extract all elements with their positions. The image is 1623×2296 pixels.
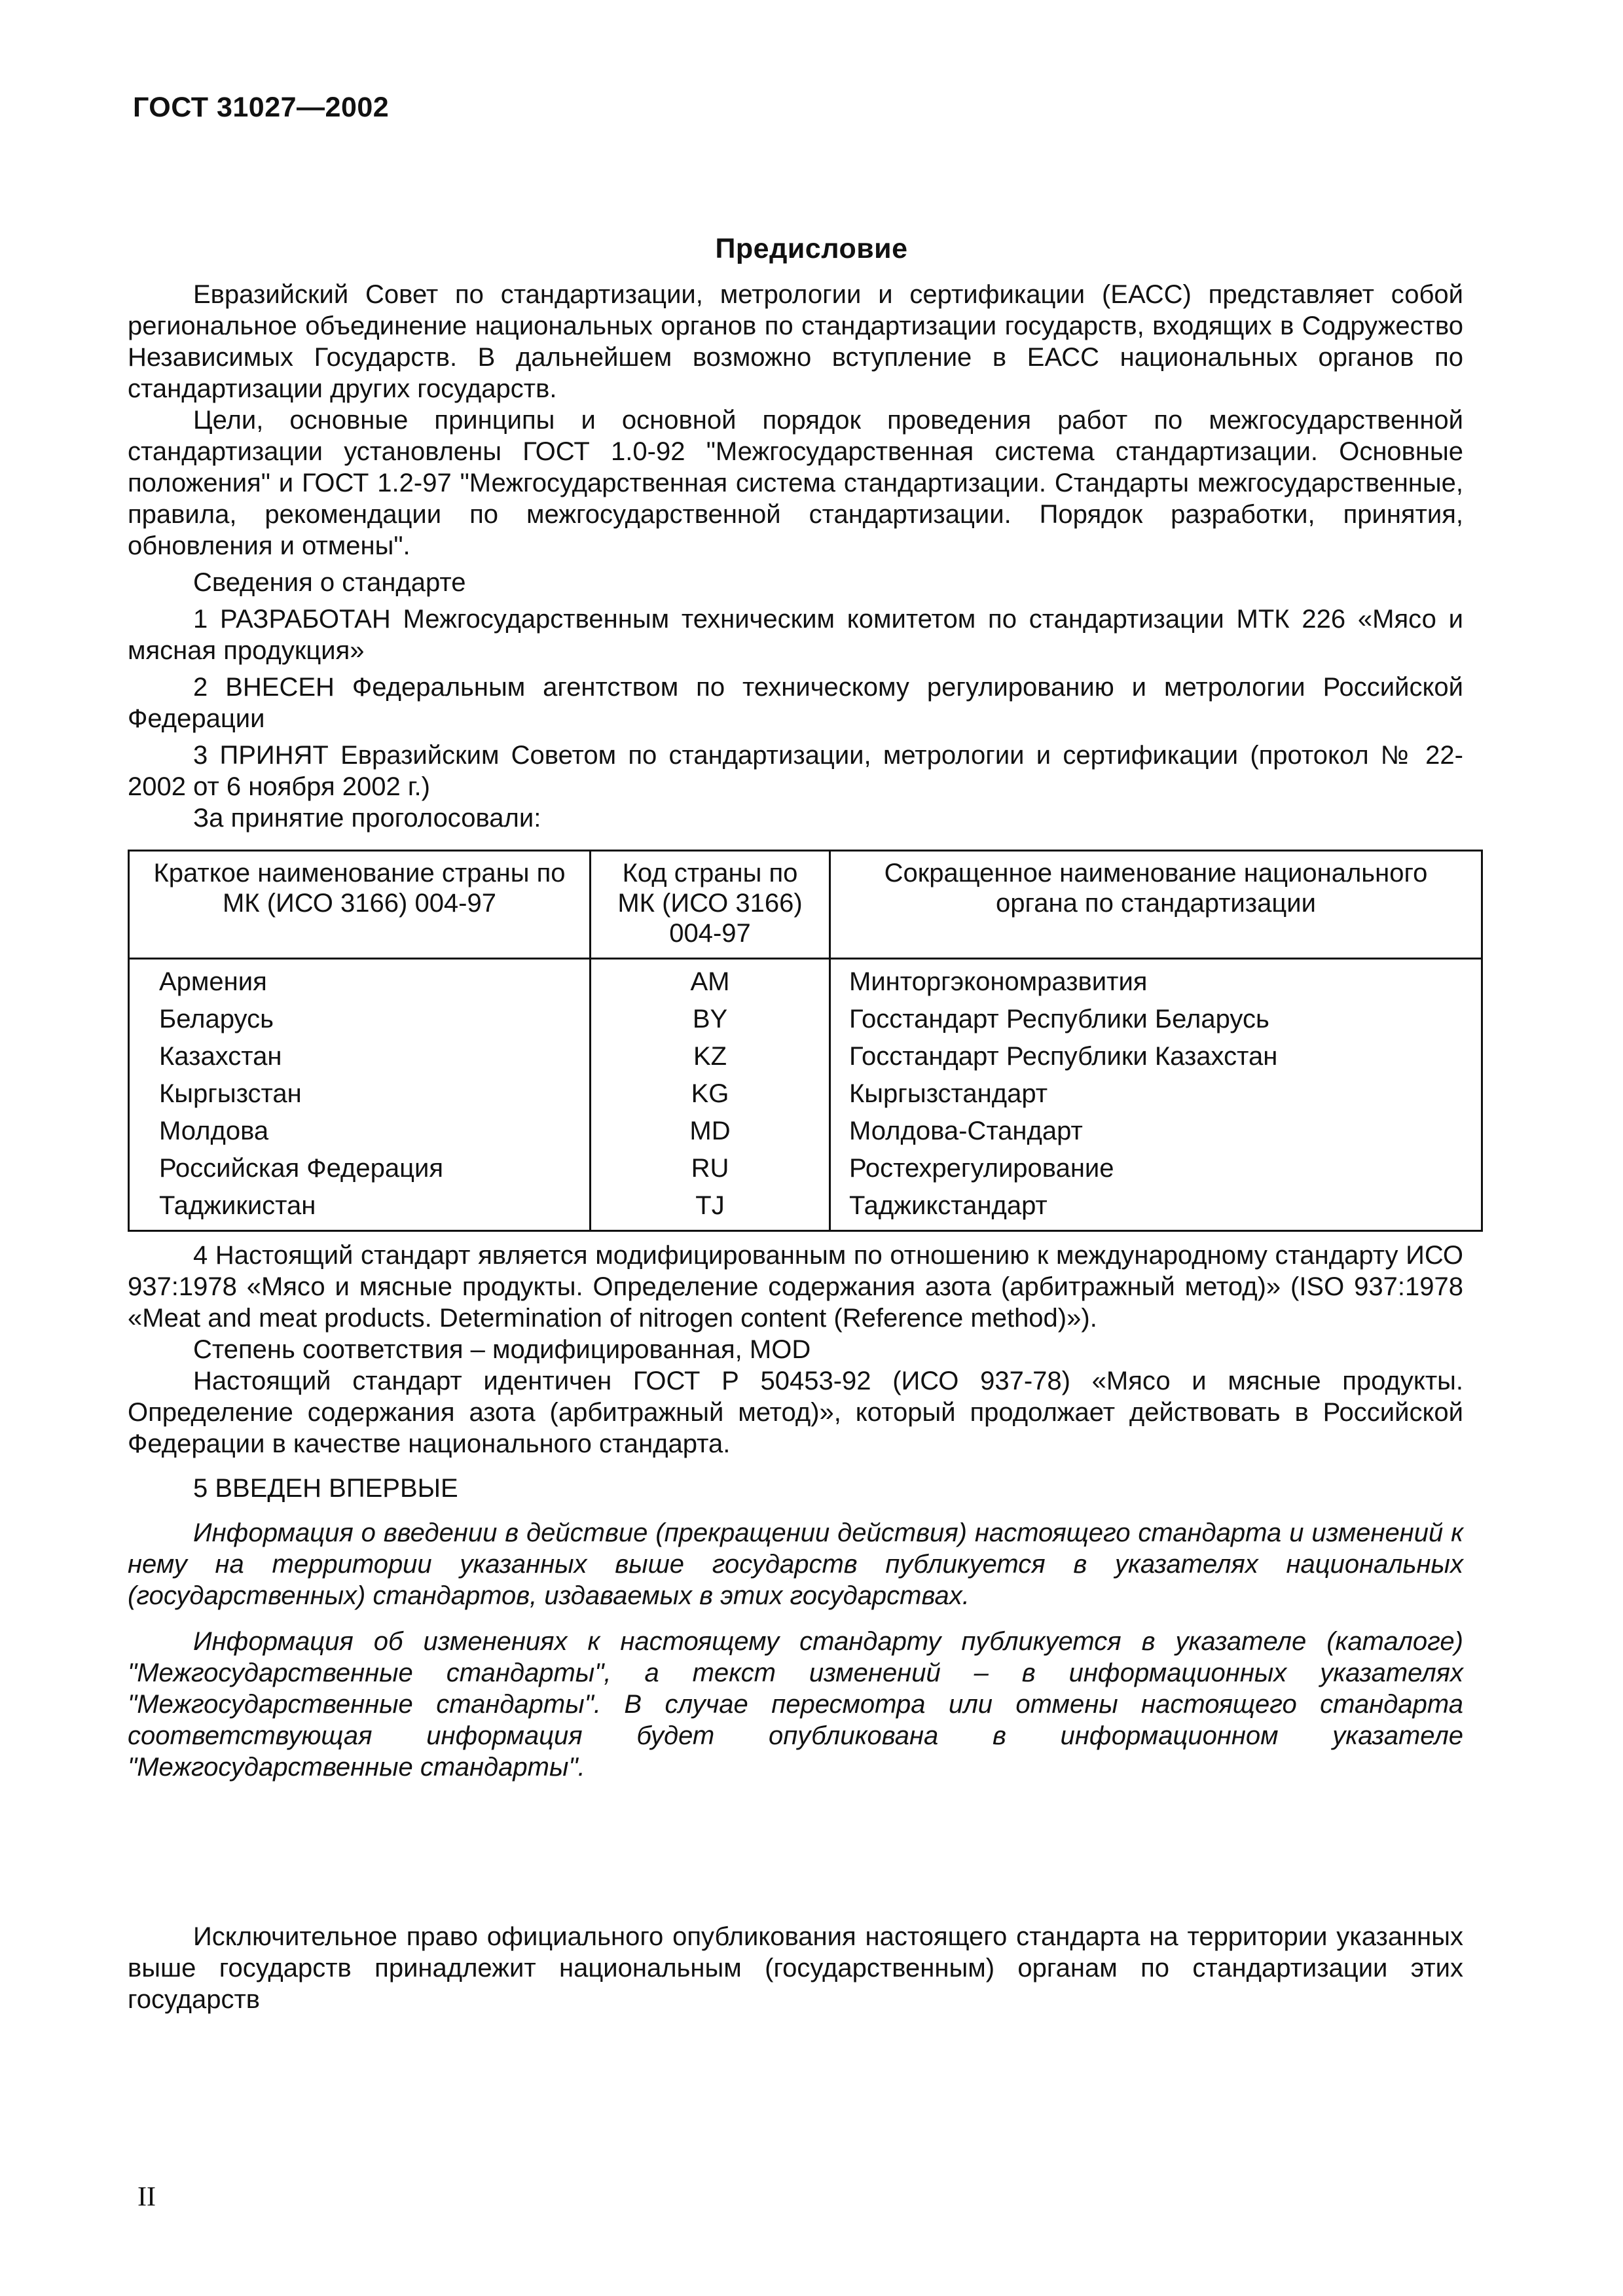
table-cell-agency: Госстандарт Республики Беларусь bbox=[830, 1001, 1482, 1038]
table-row bbox=[129, 1150, 1482, 1187]
table-cell-country: Казахстан bbox=[129, 1038, 591, 1075]
detail-paragraph: Настоящий стандарт идентичен ГОСТ Р 50453-92 (ИСО 937-78) «Мясо и мясные продукты. Определение содержания азота (арбитражный метод)», который продолжает действовать в Российской Федерации в качестве национального стандарта. bbox=[128, 1367, 1463, 1458]
intro-paragraph: Евразийский Совет по стандартизации, метрологии и сертификации (ЕАСС) представляет собой региональное объединение национальных органов по стандартизации государств, входящих в Содружество Независимых Государств. В дальнейшем возможно вступление в ЕАСС национальных органов по стандартизации других государств. bbox=[128, 280, 1463, 403]
table-header-row bbox=[129, 851, 1482, 959]
table-cell-country: Беларусь bbox=[129, 1001, 591, 1038]
italic-paragraph: Информация об изменениях к настоящему стандарту публикуется в указателе (каталоге) "Межгосударственные стандарты", а текст изменений – в информационных указателях "Межгосударственные стандарты". В случае пересмотра или отмены настоящего стандарта соответствующая информация будет опубликована в информационном указателе "Межгосударственные стандарты". bbox=[128, 1627, 1463, 1782]
table-cell-country: Армения bbox=[129, 959, 591, 1001]
table-row bbox=[129, 1113, 1482, 1150]
table-row bbox=[129, 1187, 1482, 1231]
table-row bbox=[129, 959, 1482, 1001]
votes-table bbox=[128, 850, 1483, 1232]
table-row bbox=[129, 1075, 1482, 1113]
table-cell-country: Кыргызстан bbox=[129, 1075, 591, 1113]
detail-paragraph: Степень соответствия – модифицированная, MOD bbox=[193, 1335, 811, 1364]
page-number: II bbox=[137, 2182, 156, 2212]
table-cell-country: Российская Федерация bbox=[129, 1150, 591, 1187]
table-cell-country: Таджикистан bbox=[129, 1187, 591, 1231]
table-header-cell: Сокращенное наименование национального органа по стандартизации bbox=[830, 851, 1482, 959]
italic-paragraph: Информация о введении в действие (прекращении действия) настоящего стандарта и изменений к нему на территории указанных выше государств публикуется в указателях национальных (государственных) стандартов, издаваемых в этих государствах. bbox=[128, 1518, 1463, 1610]
table-cell-code: MD bbox=[591, 1113, 830, 1150]
detail-paragraph: 4 Настоящий стандарт является модифицированным по отношению к международному стандарту ИСО 937:1978 «Мясо и мясные продукты. Определение содержания азота (арбитражный метод)» (ISO 937:1978 «Meat and meat products. Determination of nitrogen content (Reference method)»). bbox=[128, 1241, 1463, 1333]
standard-code: ГОСТ 31027—2002 bbox=[133, 92, 390, 123]
info-paragraph: За принятие проголосовали: bbox=[193, 804, 541, 833]
table-row bbox=[129, 1001, 1482, 1038]
table-cell-agency: Молдова-Стандарт bbox=[830, 1113, 1482, 1150]
info-paragraph: 3 ПРИНЯТ Евразийским Советом по стандартизации, метрологии и сертификации (протокол № 22-2002 от 6 ноября 2002 г.) bbox=[128, 741, 1463, 801]
table-header-cell: Краткое наименование страны по МК (ИСО 3166) 004-97 bbox=[129, 851, 591, 959]
table-cell-country: Молдова bbox=[129, 1113, 591, 1150]
introduced-first: 5 ВВЕДЕН ВПЕРВЫЕ bbox=[193, 1474, 458, 1503]
table-cell-agency: Кыргызстандарт bbox=[830, 1075, 1482, 1113]
table-cell-code: AM bbox=[591, 959, 830, 1001]
info-paragraph: Сведения о стандарте bbox=[193, 568, 466, 597]
intro-paragraph: Цели, основные принципы и основной порядок проведения работ по межгосударственной стандартизации установлены ГОСТ 1.0-92 "Межгосударственная система стандартизации. Основные положения" и ГОСТ 1.2-97 "Межгосударственная система стандартизации. Стандарты межгосударственные, правила, рекомендации по межгосударственной стандартизации. Порядок разработки, принятия, обновления и отмены". bbox=[128, 406, 1463, 560]
table-header-cell: Код страны по МК (ИСО 3166) 004-97 bbox=[591, 851, 830, 959]
table-cell-code: BY bbox=[591, 1001, 830, 1038]
exclusive-rights-text: Исключительное право официального опубликования настоящего стандарта на территории указанных выше государств принадлежит национальным (государственным) органам по стандартизации этих государств bbox=[128, 1922, 1463, 2014]
table-cell-agency: Госстандарт Республики Казахстан bbox=[830, 1038, 1482, 1075]
info-paragraph: 2 ВНЕСЕН Федеральным агентством по техническому регулированию и метрологии Российской Федерации bbox=[128, 673, 1463, 733]
page-title: Предисловие bbox=[715, 233, 908, 264]
table-cell-code: RU bbox=[591, 1150, 830, 1187]
table-cell-agency: Ростехрегулирование bbox=[830, 1150, 1482, 1187]
exclusive-rights-notice bbox=[128, 1921, 1463, 2015]
table-cell-code: TJ bbox=[591, 1187, 830, 1231]
foreword-intro bbox=[128, 279, 1463, 834]
table-cell-agency: Таджикстандарт bbox=[830, 1187, 1482, 1231]
table-row bbox=[129, 1038, 1482, 1075]
info-paragraph: 1 РАЗРАБОТАН Межгосударственным техническим комитетом по стандартизации МТК 226 «Мясо и мясная продукция» bbox=[128, 605, 1463, 665]
table-cell-agency: Минторгэкономразвития bbox=[830, 959, 1482, 1001]
table-cell-code: KZ bbox=[591, 1038, 830, 1075]
table-cell-code: KG bbox=[591, 1075, 830, 1113]
standard-details bbox=[128, 1240, 1463, 1783]
